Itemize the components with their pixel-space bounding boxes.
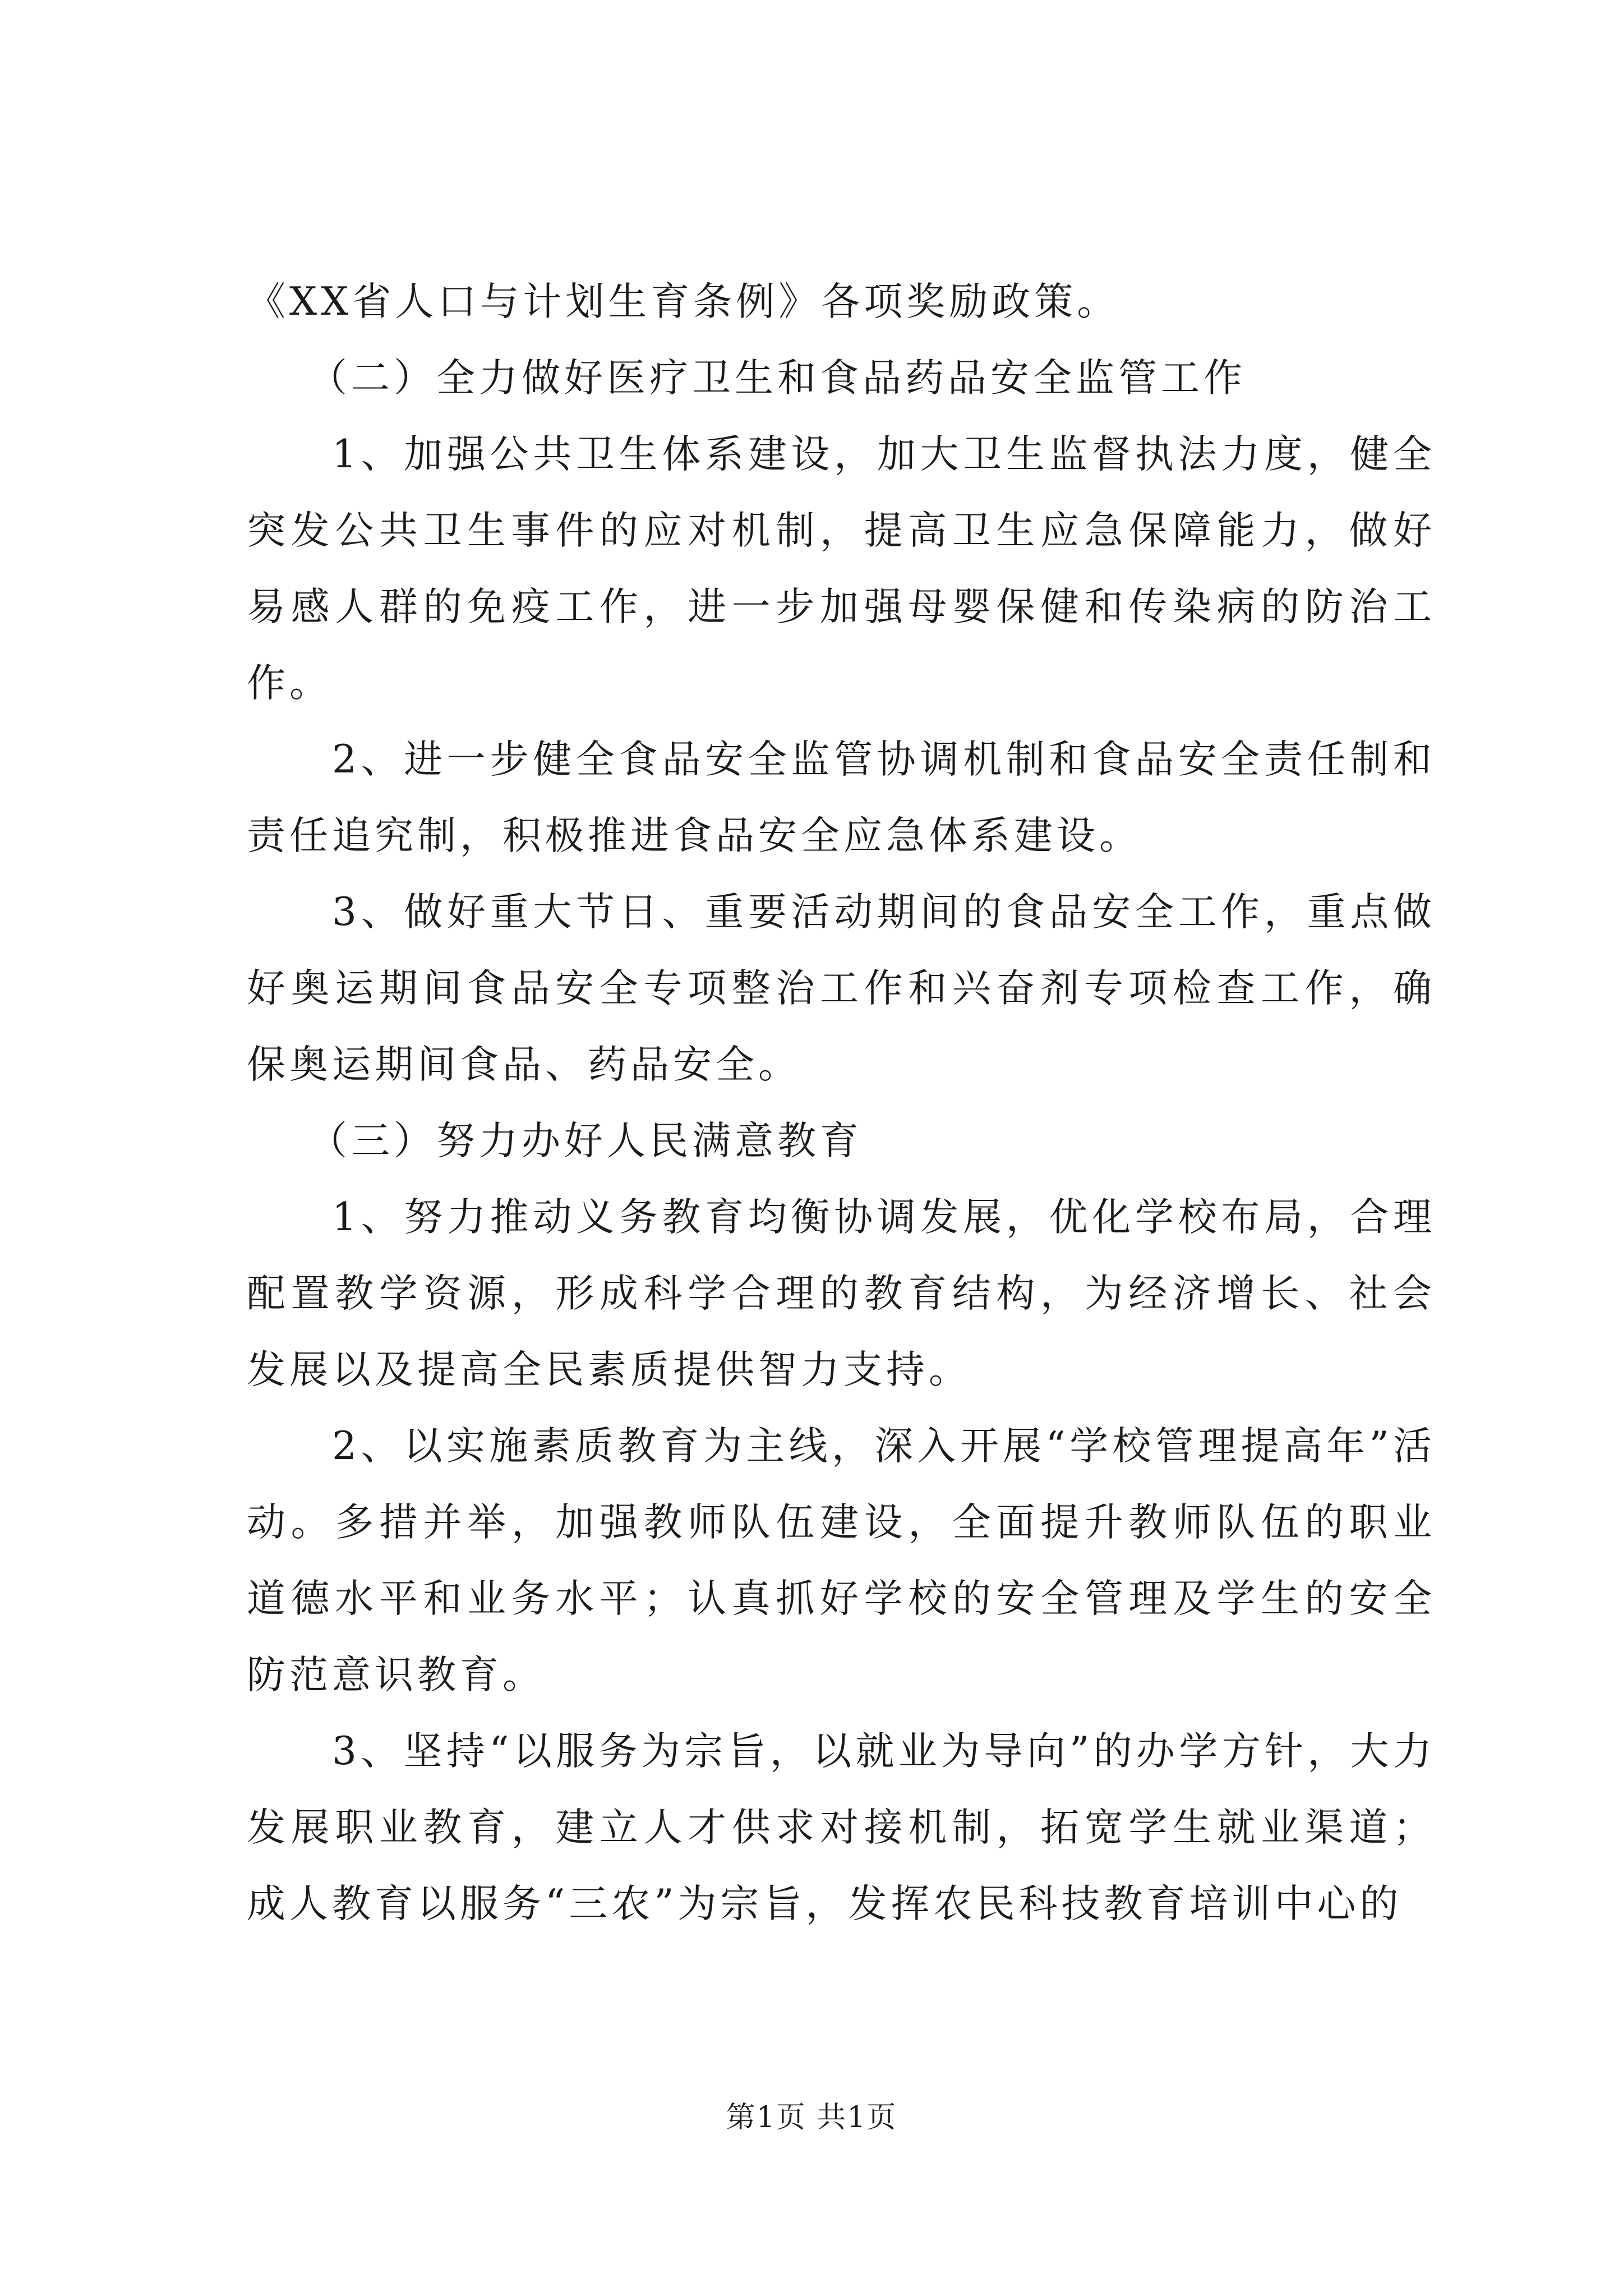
paragraph-item: 2、进一步健全食品安全监管协调机制和食品安全责任制和责任追究制，积极推进食品安全应急体系建设。 bbox=[247, 737, 1436, 858]
paragraph-item: 2、以实施素质教育为主线，深入开展“学校管理提高年”活动。多措并举，加强教师队伍建设，全面提升教师队伍的职业道德水平和业务水平；认真抓好学校的安全管理及学生的安全防范意识教育。 bbox=[247, 1424, 1436, 1697]
paragraph-item: 3、坚持“以服务为宗旨，以就业为导向”的办学方针，大力发展职业教育，建立人才供求对接机制，拓宽学生就业渠道；成人教育以服务“三农”为宗旨，发挥农民科技教育培训中心的 bbox=[247, 1729, 1436, 1926]
document-body bbox=[247, 264, 1436, 1942]
paragraph-item: 3、做好重大节日、重要活动期间的食品安全工作，重点做好奥运期间食品安全专项整治工作和兴奋剂专项检查工作，确保奥运期间食品、药品安全。 bbox=[247, 890, 1436, 1087]
paragraph-item: 1、加强公共卫生体系建设，加大卫生监督执法力度，健全突发公共卫生事件的应对机制，提高卫生应急保障能力，做好易感人群的免疫工作，进一步加强母婴保健和传染病的防治工作。 bbox=[247, 432, 1436, 706]
paragraph-continuation: 《XX省人口与计划生育条例》各项奖励政策。 bbox=[247, 279, 1120, 324]
section-heading-2: （二）全力做好医疗卫生和食品药品安全监管工作 bbox=[308, 356, 1246, 401]
section-heading-3: （三）努力办好人民满意教育 bbox=[308, 1119, 863, 1163]
page-footer: 第1页 共1页 bbox=[726, 2101, 897, 2134]
paragraph-item: 1、努力推动义务教育均衡协调发展，优化学校布局，合理配置教学资源，形成科学合理的教育结构，为经济增长、社会发展以及提高全民素质提供智力支持。 bbox=[247, 1195, 1436, 1392]
